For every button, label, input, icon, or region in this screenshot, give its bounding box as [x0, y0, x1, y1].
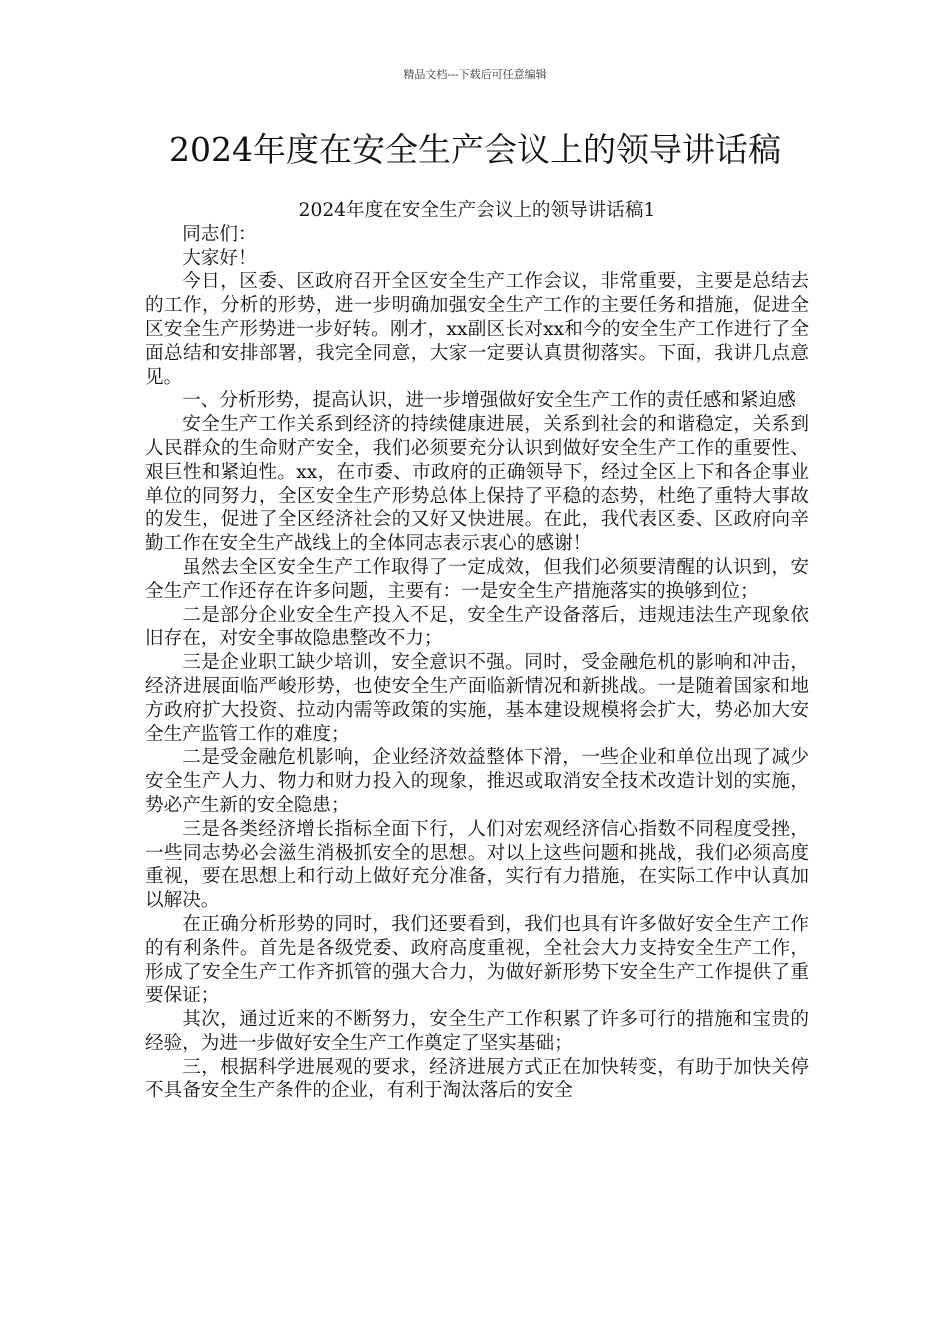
document-body	[145, 199, 809, 1103]
header-note: 精品文档---下载后可任意编辑	[403, 68, 547, 81]
paragraph: 安全生产工作关系到经济的持续健康进展，关系到社会的和谐稳定，关系到人民群众的生命财产安全，我们必须要充分认识到做好安全生产工作的重要性、艰巨性和紧迫性。xx，在市委、市政府的正确领导下，经过全区上下和各企事业单位的同努力，全区安全生产形势总体上保持了平稳的态势，杜绝了重特大事故的发生，促进了全区经济社会的又好又快进展。在此，我代表区委、区政府向辛勤工作在安全生产战线上的全体同志表示衷心的感谢！	[145, 414, 809, 555]
paragraph: 在正确分析形势的同时，我们还要看到，我们也具有许多做好安全生产工作的有利条件。首先是各级党委、政府高度重视，全社会大力支持安全生产工作，形成了安全生产工作齐抓管的强大合力，为做好新形势下安全生产工作提供了重要保证；	[145, 913, 809, 1007]
paragraph: 二是部分企业安全生产投入不足，安全生产设备落后，违规违法生产现象依旧存在，对安全事故隐患整改不力；	[145, 604, 809, 650]
paragraph: 三是各类经济增长指标全面下行，人们对宏观经济信心指数不同程度受挫，一些同志势必会滋生消极抓安全的思想。对以上这些问题和挑战，我们必须高度重视，要在思想上和行动上做好充分准备，实行有力措施，在实际工作中认真加以解决。	[145, 818, 809, 912]
paragraph: 三是企业职工缺少培训，安全意识不强。同时，受金融危机的影响和冲击，经济进展面临严峻形势，也使安全生产面临新情况和新挑战。一是随着国家和地方政府扩大投资、拉动内需等政策的实施，基本建设规模将会扩大，势必加大安全生产监管工作的难度；	[145, 652, 809, 745]
section-heading: 一、分析形势，提高认识，进一步增强做好安全生产工作的责任感和紧迫感	[182, 390, 796, 412]
paragraph: 三，根据科学进展观的要求，经济进展方式正在加快转变，有助于加快关停不具备安全生产条件的企业，有利于淘汰落后的安全	[145, 1056, 809, 1102]
paragraph: 今日，区委、区政府召开全区安全生产工作会议，非常重要，主要是总结去的工作，分析的形势，进一步明确加强安全生产工作的主要任务和措施，促进全区安全生产形势进一步好转。刚才，xx副区长对xx和今的安全生产工作进行了全面总结和安排部署，我完全同意，大家一定要认真贯彻落实。下面，我讲几点意见。	[145, 271, 809, 388]
paragraph: 二是受金融危机影响，企业经济效益整体下滑，一些企业和单位出现了减少安全生产人力、物力和财力投入的现象，推迟或取消安全技术改造计划的实施，势必产生新的安全隐患；	[145, 747, 809, 816]
paragraph: 其次，通过近来的不断努力，安全生产工作积累了许多可行的措施和宝贵的经验，为进一步做好安全生产工作奠定了坚实基础；	[145, 1009, 809, 1054]
paragraph-salutation: 同志们：	[182, 223, 257, 245]
document-subtitle: 2024年度在安全生产会议上的领导讲话稿1	[298, 200, 656, 221]
paragraph: 虽然去全区安全生产工作取得了一定成效，但我们必须要清醒的认识到，安全生产工作还存在许多问题，主要有：一是安全生产措施落实的换够到位；	[145, 556, 809, 602]
paragraph-greeting: 大家好！	[182, 247, 257, 269]
document-title: 2024年度在安全生产会议上的领导讲话稿	[169, 130, 781, 169]
